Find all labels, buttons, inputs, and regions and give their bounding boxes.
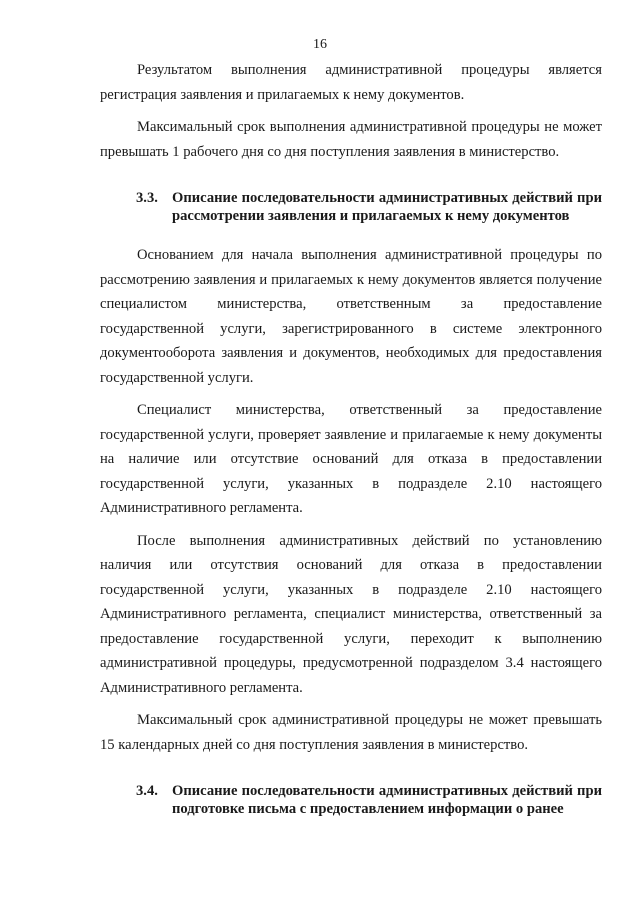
paragraph: Результатом выполнения административной процедуры является регистрация заявления и прилагаемых к нему документов. [100,62,602,103]
section-heading-3-3 [100,190,602,225]
paragraph: После выполнения административных действий по установлению наличия или отсутствия оснований для отказа в предоставлении государственной услуги, указанных в подразделе 2.10 настоящего Административного регламента, специалист министерства, ответственный за предоставление государственной услуги, переходит к выполнению административной процедуры, предусмотренной подразделом 3.4 настоящего Административного регламента. [100,532,602,696]
section-number: 3.4. [136,783,158,799]
section-number: 3.3. [136,190,158,206]
paragraph: Максимальный срок выполнения административной процедуры не может превышать 1 рабочего дня со дня поступления заявления в министерство. [100,119,602,160]
section-title: Описание последовательности административных действий при рассмотрении заявления и прилагаемых к нему документов [172,190,602,224]
section-title: Описание последовательности административных действий при подготовке письма с предоставлением информации о ранее [172,783,602,817]
section-heading-3-4 [100,783,602,818]
paragraph: Специалист министерства, ответственный за предоставление государственной услуги, проверяет заявление и прилагаемые к нему документы на наличие или отсутствие оснований для отказа в предоставлении государственной услуги, указанных в подразделе 2.10 настоящего Административного регламента. [100,402,602,516]
document-body [100,58,602,836]
paragraph: Основанием для начала выполнения административной процедуры по рассмотрению заявления и прилагаемых к нему документов является получение специалистом министерства, ответственным за предоставление государственной услуги, зарегистрированного в системе электронного документооборота заявления и документов, необходимых для предоставления государственной услуги. [100,247,602,386]
paragraph: Максимальный срок административной процедуры не может превышать 15 календарных дней со дня поступления заявления в министерство. [100,712,602,753]
page-number: 16 [313,37,327,52]
